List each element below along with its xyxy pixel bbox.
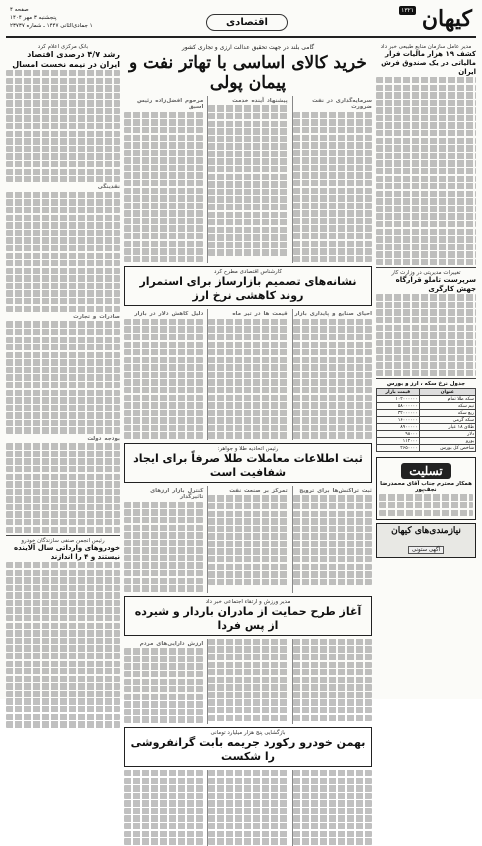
- date-line: پنجشنبه ۳ مهر ۱۴۰۴: [10, 15, 57, 21]
- condolence-title: تسلیت: [401, 463, 450, 479]
- article-kicker: بازگشایی پنج هزار میلیارد تومانی: [210, 729, 286, 736]
- table-cell: ۱۱۲۰۰۰: [377, 438, 420, 445]
- article-body: نقدینگی صادرات و تجارت بودجه دولت: [6, 70, 120, 533]
- article-kicker: تغییرات مدیریتی در وزارت کار: [391, 270, 461, 277]
- article-body: [376, 294, 476, 376]
- article-headline: سرپرست تاملو قرارگاه جهش کارگری: [395, 276, 476, 294]
- classified-ad-box: [376, 523, 476, 558]
- table-row: [377, 445, 476, 452]
- article-box-car: [124, 727, 372, 767]
- mothers-article-columns: ارزش دارایی‌های مردم: [124, 639, 372, 724]
- page-header: [6, 4, 476, 38]
- article-headline: بهمن خودرو رکورد جریمه بابت گرانفروشی را شکست: [130, 735, 366, 763]
- article-body: [6, 562, 120, 728]
- article-kicker: کارشناس اقتصادی مطرح کرد: [213, 269, 282, 276]
- article-kicker: بانک مرکزی اعلام کرد: [37, 44, 89, 50]
- article-kicker: مدیر عامل سازمان منابع طبیعی خبر داد: [380, 44, 472, 50]
- article-headline: کشف ۱۹ هزار مالیات فرار مالیاتی در یک صندوق فرش ایران: [381, 50, 476, 76]
- table-title: جدول نرخ سکه ، ارز و بورس: [386, 381, 466, 388]
- date-block: [10, 6, 120, 30]
- table-row: [377, 403, 476, 410]
- article-kicker: مدیر ورزش و ارتقاء اجتماعی خبر داد: [205, 598, 291, 605]
- article-box-gold: [124, 443, 372, 483]
- article-headline: آغاز طرح حمایت از مادران باردار و شیرده از پس فردا: [134, 604, 362, 632]
- table-row: [377, 431, 476, 438]
- table-row: [377, 424, 476, 431]
- main-headline: خرید کالای اساسی با تهاتر نفت و پیمان پولی: [129, 53, 367, 93]
- table-cell: ۹۸۰۰۰: [377, 431, 420, 438]
- article-body: [376, 77, 476, 265]
- newspaper-logo: کیهان: [421, 6, 472, 32]
- article-headline: رشد ۴/۷ درصدی اقتصاد ایران در نیمه نخست امسال: [12, 50, 120, 69]
- table-cell: ۱۶۰۰۰۰۰۰: [377, 417, 420, 424]
- table-cell: ۸۹۰۰۰۰۰: [377, 424, 420, 431]
- middle-column: [124, 44, 372, 763]
- classified-tag: آگهی ستونی: [408, 546, 444, 554]
- table-cell: ربع سکه: [419, 410, 475, 417]
- table-cell: دلار: [419, 431, 475, 438]
- article-kicker: رئیس اتحادیه طلا و جواهر:: [217, 446, 279, 453]
- price-table: [376, 388, 476, 452]
- table-cell: ۳۲۰۰۰۰۰۰: [377, 410, 420, 417]
- gold-article-columns: کنترل بازار ارزهای تاثیرگذار تمرکز بر صنعت نفت ثبت تراکنش‌ها برای ترویج: [124, 486, 372, 593]
- table-header-cell: قیمت بازار: [377, 389, 420, 396]
- car-article-columns: [124, 770, 372, 846]
- table-row: [377, 410, 476, 417]
- article-box-currency: [124, 266, 372, 306]
- classified-title: نیازمندی‌های کیهان: [391, 526, 461, 537]
- table-cell: ۵۸۰۰۰۰۰۰: [377, 403, 420, 410]
- table-row: [377, 396, 476, 403]
- table-cell: ۱۰۲۰۰۰۰۰۰: [377, 396, 420, 403]
- logo-badge: ۱۳۲۱: [401, 7, 414, 14]
- section-label: اقتصادی: [206, 14, 288, 31]
- right-column: [376, 44, 476, 693]
- main-subtitle: گامی بلند در جهت تحقیق عدالت ارزی و تجاری کشور: [181, 44, 315, 51]
- table-cell: سکه گرمی: [419, 417, 475, 424]
- condolence-ad: [376, 457, 476, 520]
- condolence-line: همکار محترم جناب آقای محمدرضا نجف‌پور: [380, 481, 472, 494]
- left-column: [6, 44, 120, 693]
- article-headline: ثبت اطلاعات معاملات طلا صرفاً برای ایجاد شفافیت است: [133, 452, 363, 480]
- table-header-cell: عنوان: [419, 389, 475, 396]
- table-cell: یورو: [419, 438, 475, 445]
- main-article-columns: مرحوم افضل‌زاده رئیس اسبق پیشنهاد آینده خدمت سرمایه‌گذاری در نفت ضرورت: [124, 96, 372, 263]
- table-row: [377, 417, 476, 424]
- table-cell: طلای ۱۸ عیار: [419, 424, 475, 431]
- table-cell: شاخص کل بورس: [419, 445, 475, 452]
- article-headline: نشانه‌های تصمیم بازارساز برای استمرار روند کاهشی نرخ ارز: [139, 275, 357, 303]
- article-headline: خودروهای وارداتی سال آلاینده نیستند و ۴ را اندازند: [14, 544, 120, 561]
- currency-article-columns: دلیل کاهش دلار در بازار قیمت ها در تیر ماه احیای صنایع و پایداری بازار: [124, 309, 372, 440]
- article-box-mothers: [124, 596, 372, 636]
- page-number: صفحه ۴: [10, 7, 29, 13]
- article-kicker: رئیس انجمن صنفی سازندگان خودرو: [21, 538, 105, 544]
- table-cell: سکه طلا تمام: [419, 396, 475, 403]
- date-line-hijri: ۱ جمادی‌الثانی ۱۴۴۷ ـ شماره ۲۳۷۳۷: [10, 23, 93, 29]
- table-cell: ۲۶۵۰۰۰۰: [377, 445, 420, 452]
- table-cell: نیم سکه: [419, 403, 475, 410]
- table-row: [377, 438, 476, 445]
